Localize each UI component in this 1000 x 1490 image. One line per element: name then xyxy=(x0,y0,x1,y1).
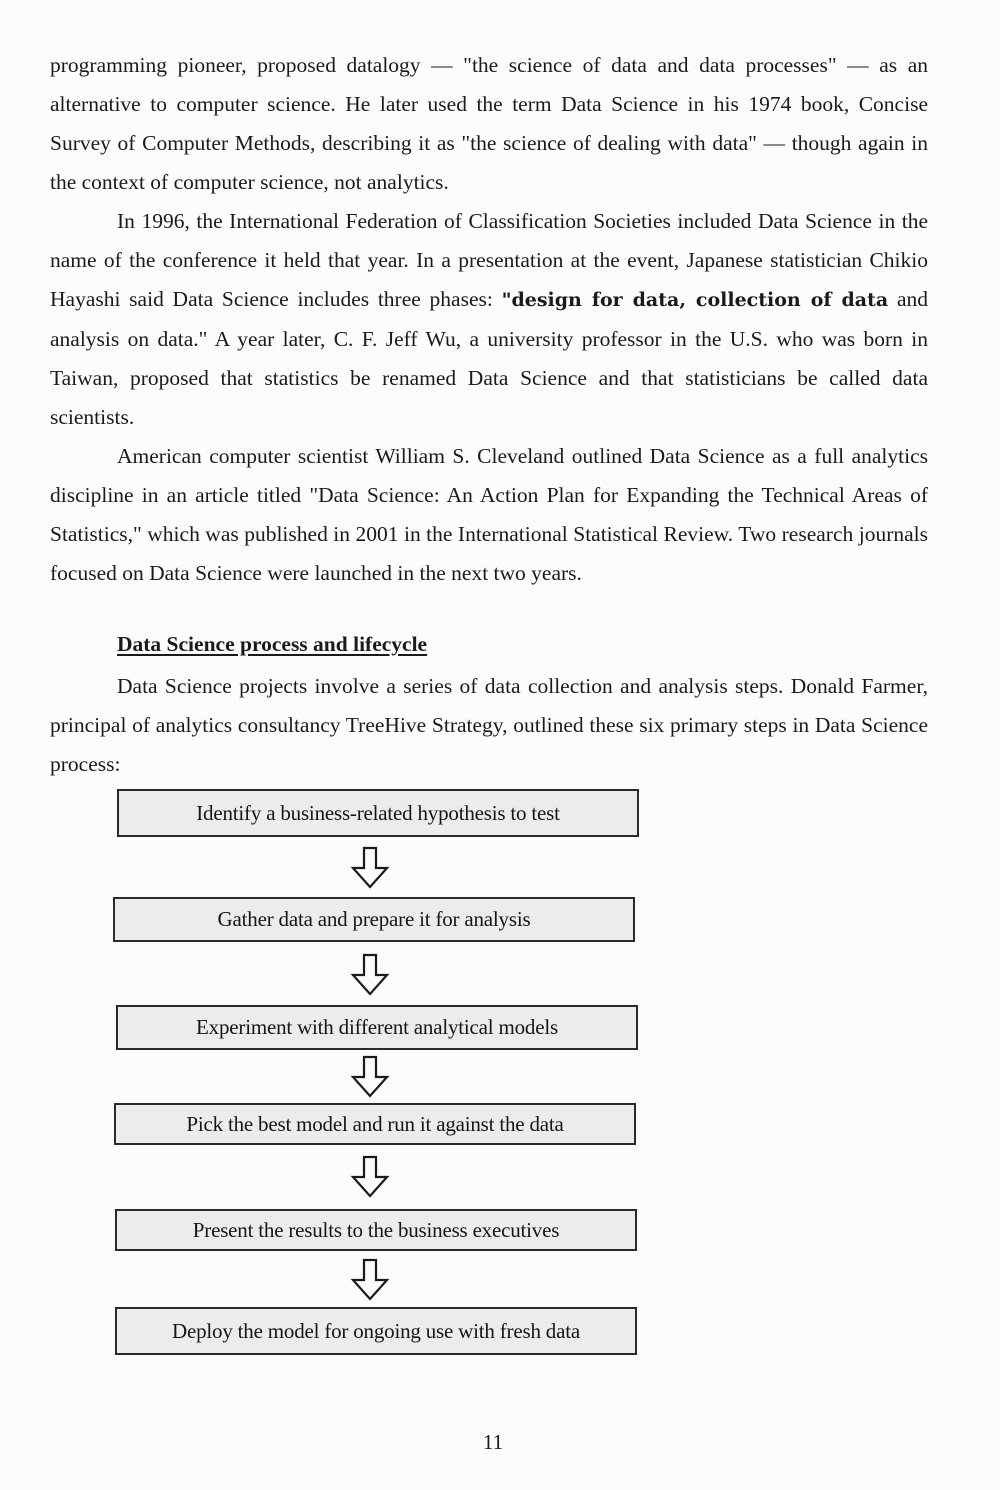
paragraph-process-intro: Data Science projects involve a series of data collection and analysis steps. Donald Farmer, principal of analytics consultancy TreeHive Strategy, outlined these six primary steps in Data Science process: xyxy=(50,674,928,776)
down-arrow-icon xyxy=(350,1258,390,1302)
flow-step-5: Present the results to the business executives xyxy=(115,1209,637,1251)
flow-step-1: Identify a business-related hypothesis to test xyxy=(117,789,639,837)
body-text-process xyxy=(50,667,928,784)
flow-step-2: Gather data and prepare it for analysis xyxy=(113,897,635,942)
flow-step-3: Experiment with different analytical models xyxy=(116,1005,638,1050)
body-text-top xyxy=(50,46,928,593)
paragraph-1996-text: In 1996, the International Federation of Classification Societies included Data Science in the name of the conference it held that year. In a presentation at the event, Japanese statistician Chikio Hayashi said Data Science includes three phases: xyxy=(50,209,928,311)
down-arrow-icon xyxy=(350,1055,390,1099)
down-arrow-icon xyxy=(350,1155,390,1199)
paragraph-datalogy: programming pioneer, proposed datalogy — "the science of data and data processes" — as an alternative to computer science. He later used the term Data Science in his 1974 book, Concise Survey of Computer Methods, describing it as "the science of dealing with data" — though again in the context of computer science, not analytics. xyxy=(50,53,928,194)
paragraph-1996-text-cont: and analysis on data." A year later, C. F. Jeff Wu, a university professor in the U.S. who was born in Taiwan, proposed that statistics be renamed Data Science and that statisticians be called data scientists. xyxy=(50,287,928,429)
section-heading: Data Science process and lifecycle xyxy=(117,632,428,656)
paragraph-cleveland: American computer scientist William S. Cleveland outlined Data Science as a full analytics discipline in an article titled "Data Science: An Action Plan for Expanding the Technical Areas of Statistics," which was published in 2001 in the International Statistical Review. Two research journals focused on Data Science were launched in the next two years. xyxy=(50,444,928,585)
page-number: 11 xyxy=(482,1430,504,1454)
flow-step-6: Deploy the model for ongoing use with fresh data xyxy=(115,1307,637,1355)
flow-step-4: Pick the best model and run it against the data xyxy=(114,1103,636,1145)
paragraph-1996-conference xyxy=(50,202,928,437)
down-arrow-icon xyxy=(350,846,390,890)
down-arrow-icon xyxy=(350,953,390,997)
bold-quote: "design for data, collection of data xyxy=(501,289,889,311)
